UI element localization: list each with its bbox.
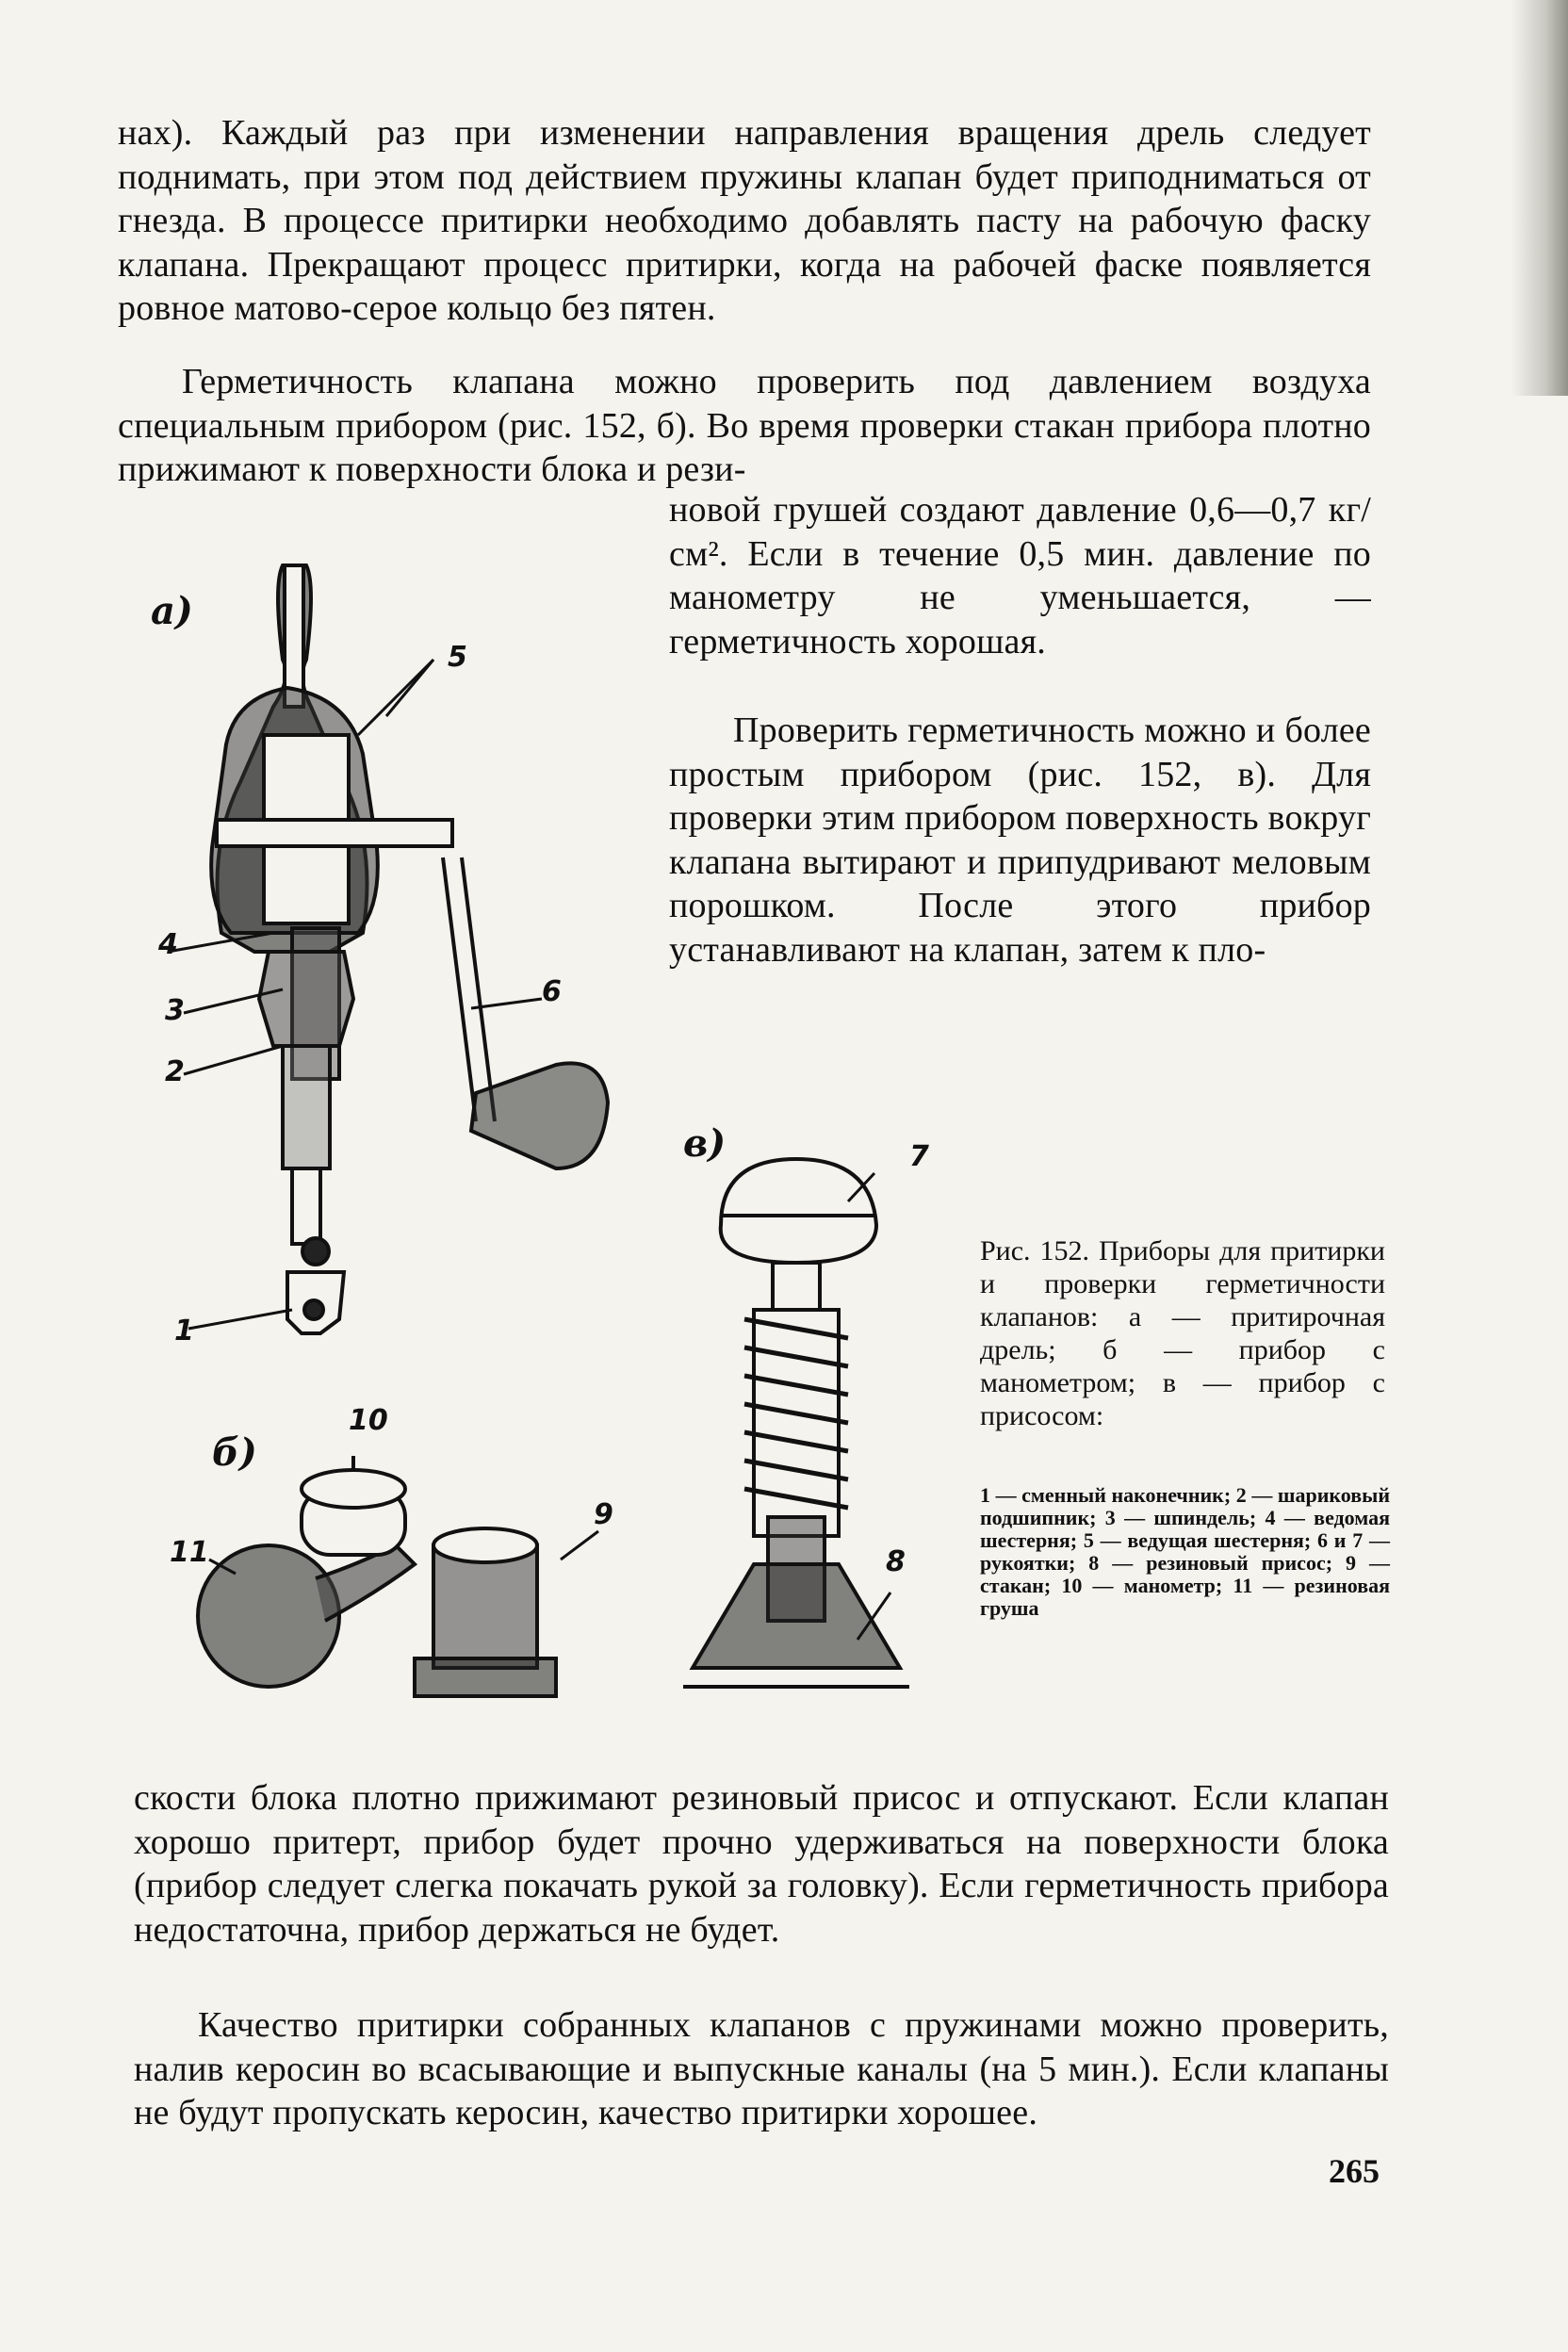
paragraph-2-top: Герметичность клапана можно проверить под давлением воздуха специальным прибором (рис. 152, б). Во время проверки стакан прибора плотно прижимают к поверхности блока и рези- bbox=[118, 362, 1371, 489]
part-number-10: 10 bbox=[349, 1404, 388, 1437]
figure-label-a: а) bbox=[151, 589, 193, 633]
part-number-6: 6 bbox=[542, 975, 562, 1008]
part-number-3: 3 bbox=[165, 994, 185, 1027]
part-number-2: 2 bbox=[165, 1055, 185, 1088]
paragraph-4: скости блока плотно прижимают резиновый присос и отпускают. Если клапан хорошо притерт, прибор будет прочно удерживаться на поверхности блока (прибор следует слегка покачать рукой за головку). Если герметичность прибора недостаточна, прибор держаться не будет. bbox=[134, 1778, 1389, 1950]
suction-device-drawing bbox=[683, 1159, 909, 1687]
part-number-11: 11 bbox=[170, 1536, 209, 1569]
part-number-8: 8 bbox=[886, 1545, 906, 1578]
paragraph-2-continued: новой грушей создают давление 0,6—0,7 кг/см². Если в течение 0,5 мин. давление по манометру не уменьшается, — герметичность хорошая. bbox=[669, 490, 1371, 662]
figure-caption bbox=[980, 1234, 1385, 1432]
page-number: 265 bbox=[1329, 2152, 1380, 2190]
figure-label-b: б) bbox=[212, 1430, 257, 1475]
figure-label-v: в) bbox=[683, 1121, 727, 1166]
figure-legend: 1 — сменный наконечник; 2 — шариковый подшипник; 3 — шпиндель; 4 — ведомая шестерня; 5 — ведущая шестерня; 6 и 7 — рукоятки; 8 — резиновый присос; 9 — стакан; 10 — манометр; 11 — резиновая груша bbox=[980, 1483, 1390, 1620]
paragraph-3: Проверить герметичность можно и более простым прибором (рис. 152, в). Для проверки этим прибором поверхность вокруг клапана вытирают и припудривают меловым порошком. После этого прибор устанавливают на клапан, затем к пло- bbox=[669, 710, 1371, 970]
drill-drawing bbox=[168, 565, 608, 1333]
part-number-7: 7 bbox=[909, 1140, 929, 1173]
part-number-1: 1 bbox=[174, 1315, 194, 1348]
figure-caption-title: Рис. 152. Приборы для притирки и проверки герметичности клапанов: а — притирочная дрель; б — прибор с манометром; в — прибор с присосом: bbox=[980, 1235, 1385, 1431]
paragraph-5: Качество притирки собранных клапанов с пружинами можно проверить, налив керосин во всасывающие и выпускные каналы (на 5 мин.). Если клапаны не будут пропускать керосин, качество притирки хорошее. bbox=[134, 2005, 1389, 2132]
part-number-4: 4 bbox=[158, 928, 178, 961]
manometer-device-drawing bbox=[198, 1456, 598, 1696]
part-number-9: 9 bbox=[594, 1498, 613, 1531]
paragraph-1: нах). Каждый раз при изменении направления вращения дрель следует поднимать, при этом под действием пружины клапан будет приподниматься от гнезда. В процессе притирки необходимо добавлять пасту на рабочую фаску клапана. Прекращают процесс притирки, когда на рабочей фаске появляется ровное матово-серое кольцо без пятен. bbox=[118, 113, 1371, 328]
part-number-5: 5 bbox=[448, 641, 467, 674]
